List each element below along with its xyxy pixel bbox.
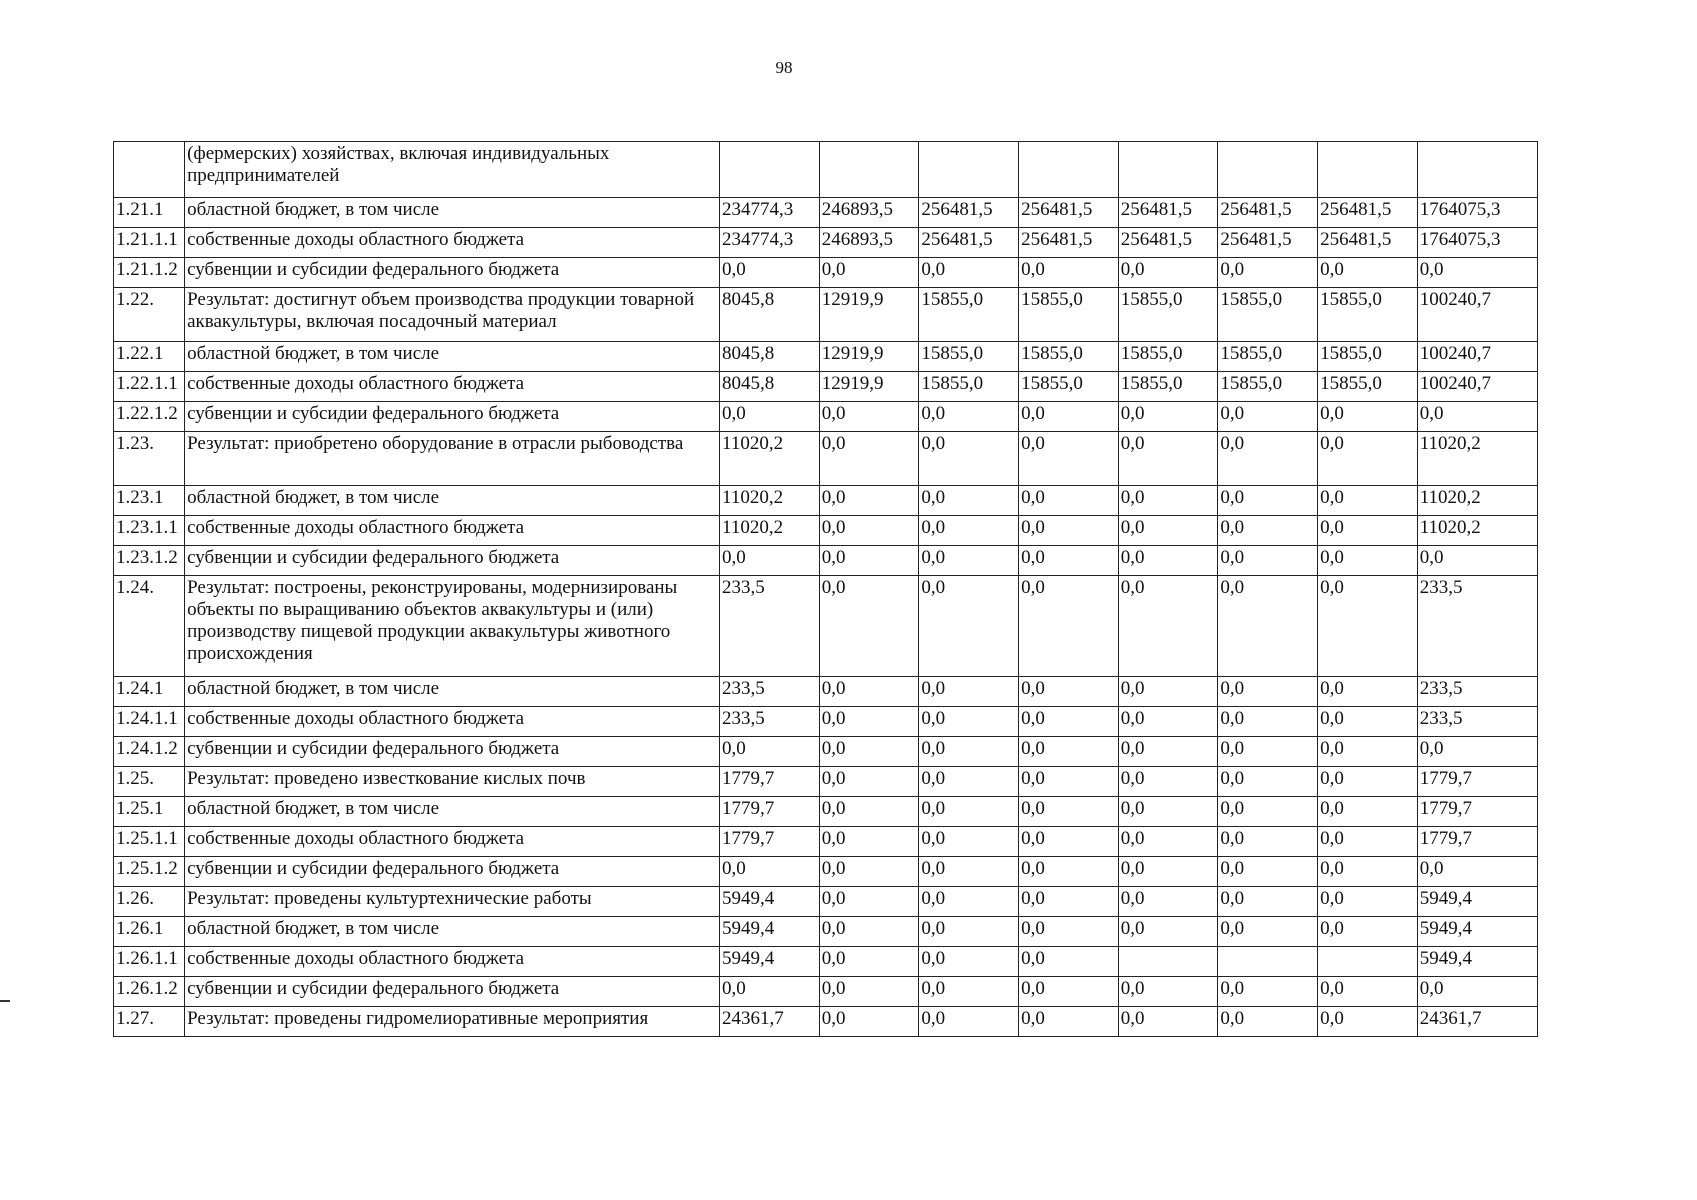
row-year-value: 0,0	[1218, 546, 1318, 576]
row-year-value: 0,0	[819, 402, 919, 432]
row-year-value: 8045,8	[720, 288, 820, 342]
row-year-value: 256481,5	[1318, 198, 1418, 228]
row-year-value: 0,0	[1019, 917, 1119, 947]
row-year-value: 0,0	[720, 546, 820, 576]
row-year-value: 256481,5	[1218, 228, 1318, 258]
row-year-value: 234774,3	[720, 198, 820, 228]
row-code: 1.23.1.2	[114, 546, 185, 576]
row-year-value: 15855,0	[1218, 288, 1318, 342]
row-year-value: 0,0	[819, 827, 919, 857]
row-year-value: 0,0	[1118, 576, 1218, 677]
row-code: 1.26.1.2	[114, 977, 185, 1007]
page-number: 98	[775, 58, 793, 77]
row-year-value: 0,0	[919, 258, 1019, 288]
row-year-value: 0,0	[819, 516, 919, 546]
row-year-value: 1779,7	[720, 797, 820, 827]
row-year-value: 0,0	[919, 546, 1019, 576]
row-year-value: 15855,0	[1318, 372, 1418, 402]
row-year-value: 0,0	[1118, 737, 1218, 767]
row-description: собственные доходы областного бюджета	[185, 228, 720, 258]
row-year-value: 0,0	[1318, 977, 1418, 1007]
row-description: собственные доходы областного бюджета	[185, 372, 720, 402]
row-year-value: 15855,0	[1118, 288, 1218, 342]
row-year-value: 0,0	[819, 917, 919, 947]
row-year-value: 0,0	[919, 1007, 1019, 1037]
row-total-value: 0,0	[1417, 258, 1537, 288]
row-year-value: 0,0	[1019, 258, 1119, 288]
row-year-value: 256481,5	[1318, 228, 1418, 258]
row-year-value: 0,0	[1019, 767, 1119, 797]
table-row	[114, 546, 1538, 576]
row-code: 1.25.1.2	[114, 857, 185, 887]
table-row	[114, 372, 1538, 402]
row-total-value: 11020,2	[1417, 516, 1537, 546]
row-description: областной бюджет, в том числе	[185, 486, 720, 516]
row-year-value: 0,0	[919, 402, 1019, 432]
row-year-value: 0,0	[819, 977, 919, 1007]
row-year-value: 0,0	[1318, 546, 1418, 576]
row-year-value: 0,0	[1019, 576, 1119, 677]
row-year-value: 0,0	[1118, 827, 1218, 857]
row-code: 1.23.1	[114, 486, 185, 516]
row-total-value: 5949,4	[1417, 917, 1537, 947]
row-year-value: 0,0	[1019, 432, 1119, 486]
row-year-value: 15855,0	[1118, 372, 1218, 402]
row-year-value: 0,0	[1218, 486, 1318, 516]
row-year-value: 0,0	[1318, 402, 1418, 432]
row-year-value: 0,0	[919, 827, 1019, 857]
row-year-value: 0,0	[1318, 258, 1418, 288]
row-year-value: 0,0	[1118, 1007, 1218, 1037]
row-year-value: 0,0	[1318, 917, 1418, 947]
row-year-value	[720, 142, 820, 198]
row-year-value: 0,0	[919, 857, 1019, 887]
row-year-value: 0,0	[919, 797, 1019, 827]
row-description: Результат: проведено известкование кислых почв	[185, 767, 720, 797]
row-year-value: 1779,7	[720, 767, 820, 797]
row-code: 1.25.1	[114, 797, 185, 827]
row-year-value: 0,0	[1218, 827, 1318, 857]
row-year-value: 0,0	[1118, 402, 1218, 432]
row-code: 1.27.	[114, 1007, 185, 1037]
row-code: 1.24.	[114, 576, 185, 677]
row-year-value: 0,0	[919, 917, 1019, 947]
row-code: 1.24.1.1	[114, 707, 185, 737]
row-year-value: 15855,0	[1118, 342, 1218, 372]
row-year-value: 0,0	[919, 576, 1019, 677]
row-code: 1.21.1.2	[114, 258, 185, 288]
row-description: субвенции и субсидии федерального бюджета	[185, 737, 720, 767]
row-year-value: 0,0	[1019, 827, 1119, 857]
row-total-value	[1417, 142, 1537, 198]
row-year-value: 0,0	[819, 947, 919, 977]
row-year-value: 0,0	[1118, 977, 1218, 1007]
row-total-value: 1764075,3	[1417, 228, 1537, 258]
row-year-value: 0,0	[919, 767, 1019, 797]
row-description: областной бюджет, в том числе	[185, 917, 720, 947]
row-year-value: 24361,7	[720, 1007, 820, 1037]
row-year-value: 256481,5	[1019, 198, 1119, 228]
row-year-value: 15855,0	[1019, 372, 1119, 402]
row-total-value: 11020,2	[1417, 486, 1537, 516]
row-year-value: 15855,0	[1019, 288, 1119, 342]
row-year-value: 11020,2	[720, 432, 820, 486]
row-year-value	[1118, 142, 1218, 198]
row-year-value: 0,0	[819, 857, 919, 887]
table-row	[114, 516, 1538, 546]
row-year-value: 12919,9	[819, 342, 919, 372]
row-year-value: 0,0	[720, 857, 820, 887]
row-year-value: 256481,5	[919, 228, 1019, 258]
row-total-value: 100240,7	[1417, 342, 1537, 372]
row-year-value: 0,0	[1218, 258, 1318, 288]
row-description: собственные доходы областного бюджета	[185, 947, 720, 977]
row-description: собственные доходы областного бюджета	[185, 707, 720, 737]
table-row	[114, 767, 1538, 797]
row-year-value: 0,0	[1318, 857, 1418, 887]
row-year-value: 11020,2	[720, 516, 820, 546]
row-code: 1.22.1.1	[114, 372, 185, 402]
row-year-value: 15855,0	[919, 372, 1019, 402]
row-year-value: 0,0	[1118, 486, 1218, 516]
row-year-value: 0,0	[919, 887, 1019, 917]
row-year-value: 0,0	[720, 977, 820, 1007]
table-row	[114, 1007, 1538, 1037]
row-year-value: 0,0	[1019, 737, 1119, 767]
row-year-value: 0,0	[1218, 576, 1318, 677]
row-year-value	[1019, 142, 1119, 198]
row-year-value: 0,0	[1019, 707, 1119, 737]
row-description: областной бюджет, в том числе	[185, 342, 720, 372]
row-year-value: 0,0	[1019, 977, 1119, 1007]
row-year-value: 0,0	[1218, 707, 1318, 737]
row-description: (фермерских) хозяйствах, включая индивидуальных предпринимателей	[185, 142, 720, 198]
row-year-value	[1118, 947, 1218, 977]
table-row	[114, 486, 1538, 516]
row-year-value: 256481,5	[1218, 198, 1318, 228]
row-total-value: 233,5	[1417, 707, 1537, 737]
row-total-value: 100240,7	[1417, 372, 1537, 402]
row-year-value: 5949,4	[720, 917, 820, 947]
row-code: 1.24.1	[114, 677, 185, 707]
row-code: 1.25.1.1	[114, 827, 185, 857]
table-row	[114, 142, 1538, 198]
row-total-value: 1779,7	[1417, 767, 1537, 797]
row-year-value: 15855,0	[919, 288, 1019, 342]
row-year-value: 233,5	[720, 677, 820, 707]
row-year-value: 0,0	[1118, 258, 1218, 288]
row-description: Результат: проведены культуртехнические работы	[185, 887, 720, 917]
row-total-value: 233,5	[1417, 576, 1537, 677]
row-year-value: 256481,5	[919, 198, 1019, 228]
row-year-value: 0,0	[819, 432, 919, 486]
row-year-value: 0,0	[919, 737, 1019, 767]
table-row	[114, 827, 1538, 857]
row-total-value: 5949,4	[1417, 887, 1537, 917]
row-year-value: 0,0	[1218, 516, 1318, 546]
row-total-value: 1779,7	[1417, 797, 1537, 827]
row-year-value: 0,0	[1019, 1007, 1119, 1037]
row-code: 1.22.1.2	[114, 402, 185, 432]
row-year-value: 0,0	[1318, 1007, 1418, 1037]
row-year-value: 5949,4	[720, 887, 820, 917]
row-year-value: 0,0	[1218, 857, 1318, 887]
table-row	[114, 342, 1538, 372]
row-code: 1.22.1	[114, 342, 185, 372]
row-year-value: 256481,5	[1019, 228, 1119, 258]
table-row	[114, 432, 1538, 486]
row-description: областной бюджет, в том числе	[185, 677, 720, 707]
row-year-value: 0,0	[1118, 917, 1218, 947]
row-year-value: 0,0	[1019, 546, 1119, 576]
row-total-value: 233,5	[1417, 677, 1537, 707]
row-year-value: 0,0	[1318, 887, 1418, 917]
row-year-value: 0,0	[720, 737, 820, 767]
row-description: субвенции и субсидии федерального бюджета	[185, 402, 720, 432]
table-row	[114, 707, 1538, 737]
row-year-value: 0,0	[1318, 797, 1418, 827]
row-year-value: 0,0	[819, 767, 919, 797]
row-year-value: 0,0	[1019, 857, 1119, 887]
table-row	[114, 228, 1538, 258]
row-year-value: 0,0	[819, 546, 919, 576]
row-description: субвенции и субсидии федерального бюджета	[185, 977, 720, 1007]
row-year-value: 15855,0	[919, 342, 1019, 372]
row-description: собственные доходы областного бюджета	[185, 827, 720, 857]
row-year-value: 0,0	[1019, 797, 1119, 827]
row-year-value: 0,0	[819, 707, 919, 737]
row-year-value: 15855,0	[1218, 342, 1318, 372]
scan-edge-mark	[0, 1000, 10, 1002]
row-year-value	[1218, 142, 1318, 198]
row-code: 1.26.1.1	[114, 947, 185, 977]
row-total-value: 1764075,3	[1417, 198, 1537, 228]
row-year-value: 12919,9	[819, 288, 919, 342]
row-year-value: 15855,0	[1019, 342, 1119, 372]
row-total-value: 5949,4	[1417, 947, 1537, 977]
row-total-value: 0,0	[1417, 977, 1537, 1007]
row-code: 1.24.1.2	[114, 737, 185, 767]
row-total-value: 0,0	[1417, 402, 1537, 432]
row-description: Результат: достигнут объем производства продукции товарной аквакультуры, включая посадочный материал	[185, 288, 720, 342]
row-year-value: 12919,9	[819, 372, 919, 402]
row-year-value: 0,0	[1118, 516, 1218, 546]
table-body	[114, 142, 1538, 1037]
table-row	[114, 288, 1538, 342]
table-row	[114, 857, 1538, 887]
budget-table	[113, 141, 1538, 1037]
row-year-value: 0,0	[919, 516, 1019, 546]
row-year-value	[919, 142, 1019, 198]
row-year-value: 0,0	[1218, 887, 1318, 917]
row-year-value: 0,0	[720, 258, 820, 288]
row-year-value: 0,0	[1318, 486, 1418, 516]
row-year-value: 0,0	[919, 677, 1019, 707]
row-year-value: 0,0	[1019, 677, 1119, 707]
row-total-value: 0,0	[1417, 857, 1537, 887]
row-description: субвенции и субсидии федерального бюджета	[185, 258, 720, 288]
row-year-value: 0,0	[1118, 707, 1218, 737]
row-year-value: 0,0	[819, 677, 919, 707]
row-code: 1.21.1.1	[114, 228, 185, 258]
table-row	[114, 737, 1538, 767]
row-total-value: 24361,7	[1417, 1007, 1537, 1037]
table-row	[114, 977, 1538, 1007]
row-code: 1.26.	[114, 887, 185, 917]
row-year-value: 0,0	[1218, 917, 1318, 947]
row-year-value: 8045,8	[720, 342, 820, 372]
row-year-value: 233,5	[720, 576, 820, 677]
row-year-value: 0,0	[919, 707, 1019, 737]
row-description: субвенции и субсидии федерального бюджета	[185, 857, 720, 887]
row-description: Результат: построены, реконструированы, модернизированы объекты по выращиванию объектов аквакультуры и (или) производству пищевой продукции аквакультуры животного происхождения	[185, 576, 720, 677]
row-year-value: 0,0	[1218, 977, 1318, 1007]
row-code: 1.23.	[114, 432, 185, 486]
row-year-value: 0,0	[1019, 887, 1119, 917]
row-year-value: 0,0	[819, 258, 919, 288]
row-description: субвенции и субсидии федерального бюджета	[185, 546, 720, 576]
row-description: областной бюджет, в том числе	[185, 198, 720, 228]
row-description: областной бюджет, в том числе	[185, 797, 720, 827]
row-total-value: 100240,7	[1417, 288, 1537, 342]
row-code: 1.26.1	[114, 917, 185, 947]
row-total-value: 0,0	[1417, 737, 1537, 767]
table-row	[114, 947, 1538, 977]
row-total-value: 1779,7	[1417, 827, 1537, 857]
row-description: Результат: проведены гидромелиоративные мероприятия	[185, 1007, 720, 1037]
row-year-value: 0,0	[1318, 707, 1418, 737]
row-code: 1.22.	[114, 288, 185, 342]
row-year-value: 0,0	[819, 797, 919, 827]
row-year-value: 0,0	[1118, 887, 1218, 917]
row-year-value: 0,0	[919, 486, 1019, 516]
row-year-value: 0,0	[1118, 677, 1218, 707]
row-year-value: 0,0	[1218, 1007, 1318, 1037]
row-code: 1.25.	[114, 767, 185, 797]
row-year-value: 0,0	[819, 576, 919, 677]
row-year-value: 0,0	[1019, 402, 1119, 432]
row-year-value: 0,0	[819, 887, 919, 917]
row-year-value: 233,5	[720, 707, 820, 737]
row-year-value: 15855,0	[1218, 372, 1318, 402]
row-year-value	[1318, 947, 1418, 977]
row-year-value: 0,0	[919, 947, 1019, 977]
row-description: Результат: приобретено оборудование в отрасли рыбоводства	[185, 432, 720, 486]
row-year-value: 15855,0	[1318, 342, 1418, 372]
row-total-value: 0,0	[1417, 546, 1537, 576]
row-year-value: 0,0	[1118, 767, 1218, 797]
row-year-value: 15855,0	[1318, 288, 1418, 342]
row-year-value: 8045,8	[720, 372, 820, 402]
row-code: 1.21.1	[114, 198, 185, 228]
row-year-value: 0,0	[919, 977, 1019, 1007]
row-year-value: 0,0	[819, 486, 919, 516]
row-description: собственные доходы областного бюджета	[185, 516, 720, 546]
table-row	[114, 887, 1538, 917]
row-year-value: 0,0	[819, 1007, 919, 1037]
row-code	[114, 142, 185, 198]
row-year-value: 0,0	[1318, 516, 1418, 546]
row-year-value: 256481,5	[1118, 198, 1218, 228]
row-year-value: 0,0	[1019, 516, 1119, 546]
table-row	[114, 258, 1538, 288]
row-year-value: 0,0	[720, 402, 820, 432]
row-year-value: 0,0	[1218, 767, 1318, 797]
row-year-value: 0,0	[1318, 827, 1418, 857]
table-row	[114, 797, 1538, 827]
table-row	[114, 198, 1538, 228]
row-year-value: 234774,3	[720, 228, 820, 258]
table-row	[114, 576, 1538, 677]
row-code: 1.23.1.1	[114, 516, 185, 546]
row-year-value: 0,0	[919, 432, 1019, 486]
row-year-value	[1218, 947, 1318, 977]
row-year-value: 5949,4	[720, 947, 820, 977]
row-year-value: 0,0	[819, 737, 919, 767]
table-row	[114, 917, 1538, 947]
row-year-value: 0,0	[1318, 576, 1418, 677]
row-year-value: 1779,7	[720, 827, 820, 857]
row-year-value: 0,0	[1218, 402, 1318, 432]
row-year-value: 0,0	[1019, 947, 1119, 977]
row-year-value: 0,0	[1318, 737, 1418, 767]
row-year-value: 0,0	[1218, 432, 1318, 486]
row-year-value: 0,0	[1318, 767, 1418, 797]
row-year-value: 0,0	[1218, 737, 1318, 767]
row-year-value: 0,0	[1118, 797, 1218, 827]
row-year-value: 246893,5	[819, 228, 919, 258]
row-year-value: 0,0	[1118, 432, 1218, 486]
table-row	[114, 402, 1538, 432]
row-total-value: 11020,2	[1417, 432, 1537, 486]
row-year-value: 0,0	[1019, 486, 1119, 516]
table-row	[114, 677, 1538, 707]
row-year-value: 0,0	[1218, 677, 1318, 707]
row-year-value: 0,0	[1118, 546, 1218, 576]
row-year-value	[1318, 142, 1418, 198]
row-year-value: 0,0	[1318, 677, 1418, 707]
row-year-value	[819, 142, 919, 198]
row-year-value: 11020,2	[720, 486, 820, 516]
row-year-value: 0,0	[1118, 857, 1218, 887]
row-year-value: 0,0	[1318, 432, 1418, 486]
row-year-value: 246893,5	[819, 198, 919, 228]
row-year-value: 0,0	[1218, 797, 1318, 827]
row-year-value: 256481,5	[1118, 228, 1218, 258]
